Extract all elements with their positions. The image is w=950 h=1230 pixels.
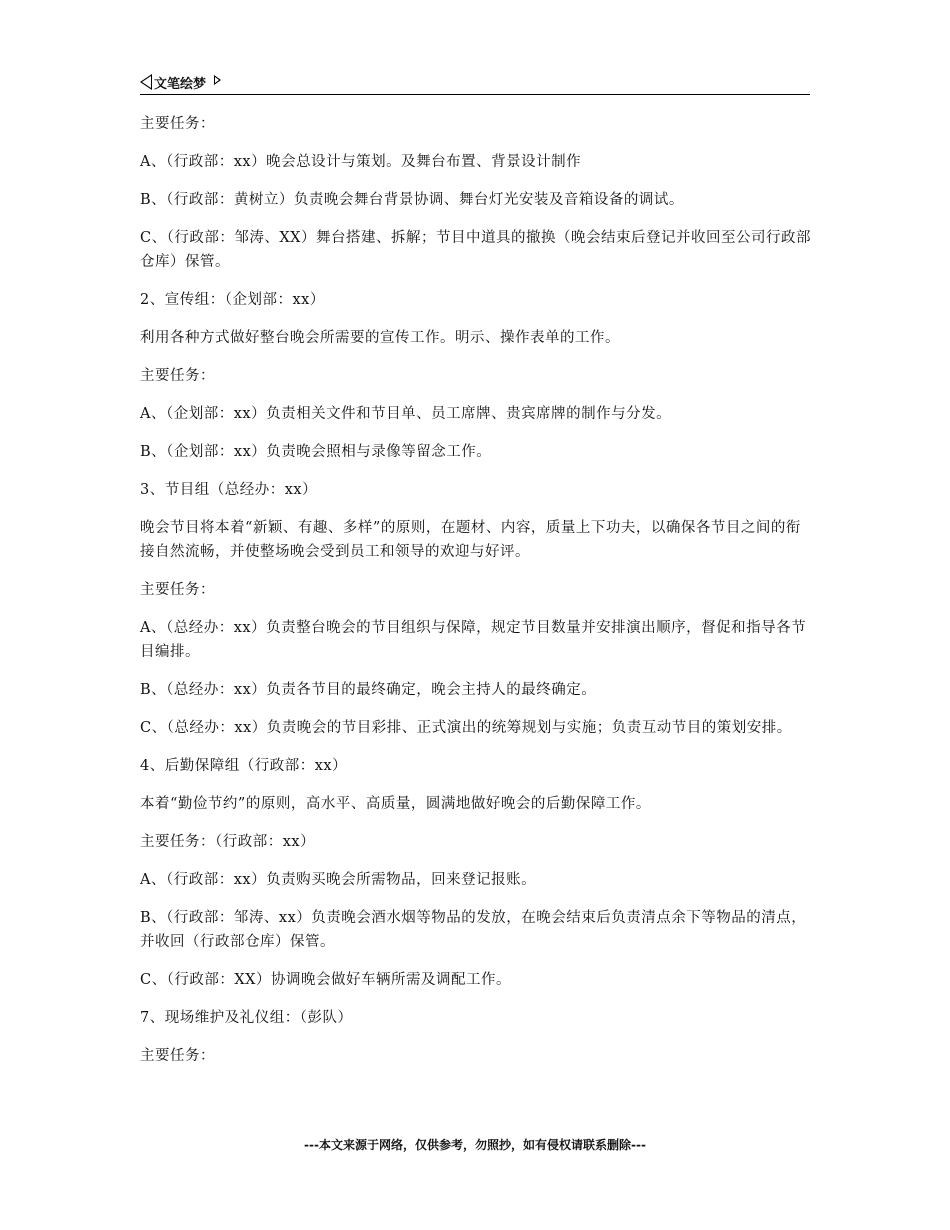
paragraph: 主要任务：（行政部：xx） bbox=[140, 834, 316, 850]
logo-right-arrow-icon bbox=[214, 75, 221, 85]
paragraph: 主要任务： bbox=[140, 582, 215, 598]
paragraph: A、（企划部：xx）负责相关文件和节目单、员工席牌、贵宾席牌的制作与分发。 bbox=[140, 406, 672, 422]
paragraph: A、（行政部：xx）负责购买晚会所需物品，回来登记报账。 bbox=[140, 872, 537, 888]
paragraph: 利用各种方式做好整台晚会所需要的宣传工作。明示、操作表单的工作。 bbox=[140, 330, 620, 346]
paragraph: 晚会节目将本着“新颖、有趣、多样”的原则，在题材、内容，质量上下功夫，以确保各节目之间的衔接自然流畅，并使整场晚会受到员工和领导的欢迎与好评。 bbox=[140, 520, 801, 560]
paragraph: A、（总经办：xx）负责整台晚会的节目组织与保障，规定节目数量并安排演出顺序，督促和指导各节目编排。 bbox=[140, 620, 807, 660]
logo-left-arrow-icon bbox=[140, 74, 152, 90]
logo-text: 文笔绘梦 bbox=[154, 77, 207, 92]
paragraph: C、（行政部：邹涛、XX）舞台搭建、拆解；节目中道具的撤换（晚会结束后登记并收回至公司行政部仓库）保管。 bbox=[140, 230, 811, 270]
section-heading: 4、后勤保障组（行政部：xx） bbox=[140, 758, 348, 774]
paragraph: B、（总经办：xx）负责各节目的最终确定，晚会主持人的最终确定。 bbox=[140, 682, 597, 698]
paragraph: C、（总经办：xx）负责晚会的节目彩排、正式演出的统筹规划与实施；负责互动节目的策划安排。 bbox=[140, 720, 792, 736]
paragraph: A、（行政部：xx）晚会总设计与策划。及舞台布置、背景设计制作 bbox=[140, 154, 582, 170]
section-heading: 3、节目组（总经办：xx） bbox=[140, 482, 318, 498]
paragraph: B、（行政部：邹涛、xx）负责晚会酒水烟等物品的发放，在晚会结束后负责清点余下等物品的清点，并收回（行政部仓库）保管。 bbox=[140, 910, 807, 950]
page-footer: ---本文来源于网络，仅供参考，勿照抄，如有侵权请联系删除--- bbox=[304, 1138, 646, 1152]
paragraph: 主要任务： bbox=[140, 116, 215, 132]
paragraph: 本着“勤俭节约”的原则，高水平、高质量，圆满地做好晚会的后勤保障工作。 bbox=[140, 796, 651, 812]
paragraph: 主要任务： bbox=[140, 1048, 215, 1064]
section-heading: 7、现场维护及礼仪组：（彭队） bbox=[140, 1010, 353, 1026]
paragraph: 主要任务： bbox=[140, 368, 215, 384]
paragraph: B、（行政部：黄树立）负责晚会舞台背景协调、舞台灯光安装及音箱设备的调试。 bbox=[140, 192, 684, 208]
paragraph: C、（行政部：XX）协调晚会做好车辆所需及调配工作。 bbox=[140, 972, 511, 988]
paragraph: B、（企划部：xx）负责晚会照相与录像等留念工作。 bbox=[140, 444, 492, 460]
document-body bbox=[140, 112, 812, 1082]
page-header bbox=[140, 72, 810, 95]
section-heading: 2、宣传组：（企划部：xx） bbox=[140, 292, 325, 308]
